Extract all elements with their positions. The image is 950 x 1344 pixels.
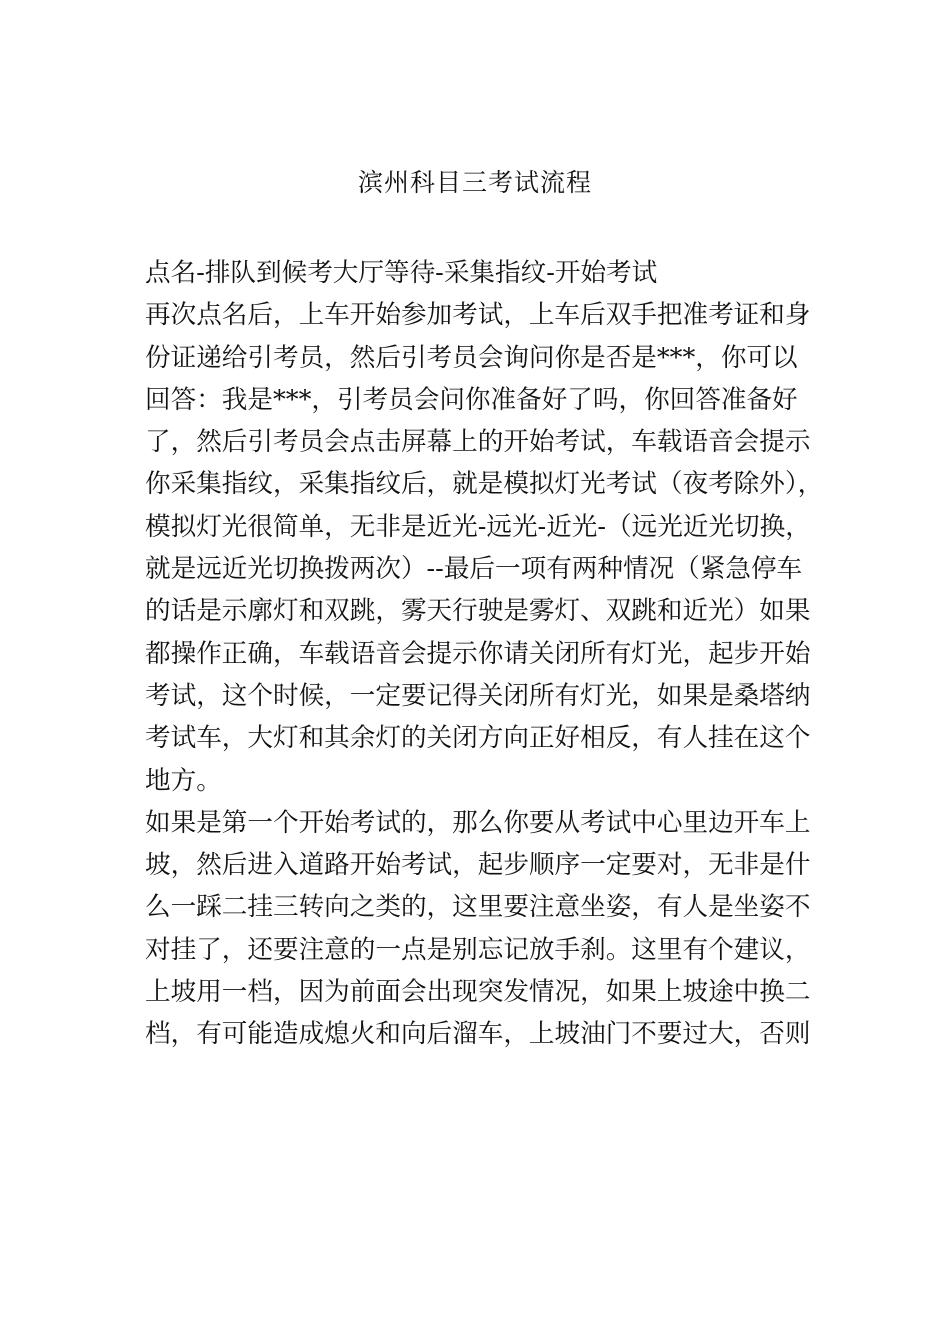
text-line: 点名-排队到候考大厅等待-采集指纹-开始考试: [145, 258, 658, 288]
document-title: 滨州科目三考试流程: [357, 168, 592, 197]
text-line: 考试车，大灯和其余灯的关闭方向正好相反，有人挂在这个: [145, 723, 811, 754]
text-line: 么一踩二挂三转向之类的，这里要注意坐姿，有人是坐姿不: [145, 892, 811, 923]
text-line: 份证递给引考员，然后引考员会询问你是否是***，你可以: [145, 342, 798, 373]
text-line: 上坡用一档，因为前面会出现突发情况，如果上坡途中换二: [145, 977, 811, 1008]
document-body: [145, 252, 824, 1056]
text-line: 坡，然后进入道路开始考试，起步顺序一定要对，无非是什: [145, 850, 811, 881]
text-line: 你采集指纹，采集指纹后，就是模拟灯光考试（夜考除外），: [145, 469, 824, 500]
text-line: 地方。: [145, 765, 222, 796]
text-line: 回答：我是***，引考员会问你准备好了吗，你回答准备好: [145, 384, 798, 415]
text-line: 考试，这个时候，一定要记得关闭所有灯光，如果是桑塔纳: [145, 680, 811, 711]
text-line: 了，然后引考员会点击屏幕上的开始考试，车载语音会提示: [145, 427, 811, 458]
text-line: 都操作正确，车载语音会提示你请关闭所有灯光，起步开始: [145, 638, 811, 669]
text-line: 对挂了，还要注意的一点是别忘记放手刹。这里有个建议，: [145, 934, 811, 965]
text-line: 如果是第一个开始考试的，那么你要从考试中心里边开车上: [145, 807, 811, 838]
text-line: 再次点名后，上车开始参加考试，上车后双手把准考证和身: [145, 300, 811, 331]
text-line: 的话是示廓灯和双跳，雾天行驶是雾灯、双跳和近光）如果: [145, 596, 811, 627]
text-line: 就是远近光切换拨两次）--最后一项有两种情况（紧急停车: [145, 554, 803, 585]
text-line: 模拟灯光很简单，无非是近光-远光-近光-（远光近光切换，: [145, 511, 811, 542]
text-line: 档，有可能造成熄火和向后溜车，上坡油门不要过大，否则: [145, 1019, 811, 1050]
